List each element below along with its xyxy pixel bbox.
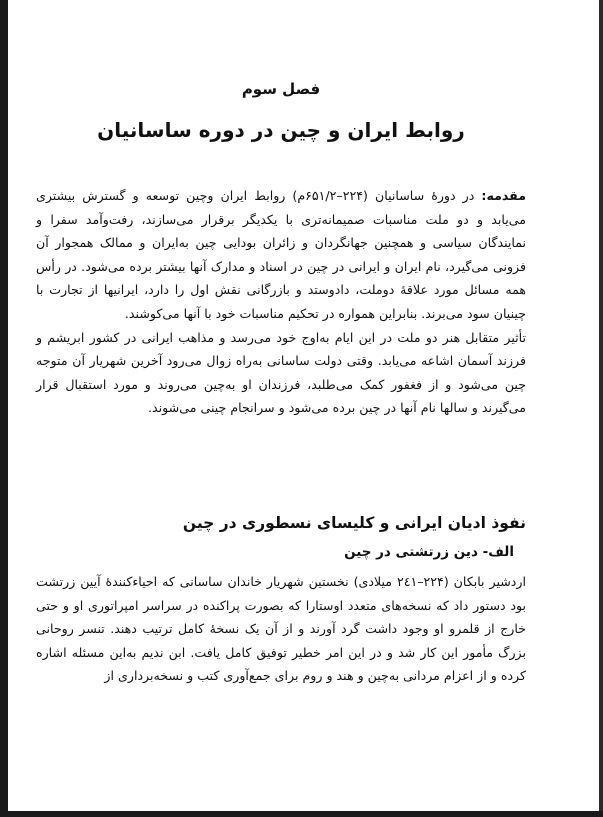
intro-paragraph: تأثیر متقابل هنر دو ملت در این ایام به‌اوج خود می‌رسد و مذاهب ایرانی در کشور ابریشم و فرزند آسمان اشاعه می‌یابد. وقتی دولت ساسانی به‌راه زوال می‌رود آخرین شهریار آن متوجه چین می‌شود و از فغفور کمک می‌طلبد، فرزندان او به‌چین می‌روند و مورد استقبال قرار می‌گیرند و سالها نام آنها در چین برده می‌شود و سرانجام چینی می‌شوند.	[36, 329, 526, 416]
chapter-label: فصل سوم	[241, 80, 321, 98]
scan-border-right	[599, 0, 603, 817]
intro-text	[36, 184, 526, 420]
section-text	[36, 570, 526, 688]
intro-paragraph	[36, 184, 526, 326]
section-paragraph: اردشیر بابکان (۲۲۴–۲٤۱ میلادی) نخستین شهریار خاندان ساسانی که احیاءکنندهٔ آیین زرتشت بود دستور داد که نسخه‌های متعدد اوستارا که بصورت پراکنده در سراسر امپراتوری او و حتی خارج از قلمرو او وجود داشت گرد آورند و از آن یک نسخهٔ کامل ترتیب دهند. تنسر روحانی بزرگ مأمور این کار شد و در این امر خطیر توفیق کامل یافت. ابن ندیم به‌این مسئله اشاره کرده و از اعزام مردانی به‌چین و هند و روم برای جمع‌آوری کتب و نسخه‌برداری از	[36, 574, 526, 683]
scan-border-left	[0, 0, 8, 817]
section-heading: نفوذ ادیان ایرانی و کلیسای نسطوری در چین	[182, 514, 526, 532]
intro-paragraph-text: در دورهٔ ساسانیان (۲۲۴–۶۵۱/۲م) روابط ایران وچین توسعه و گسترش بیشتری می‌یابد و دو ملت مناسبات صمیمانه‌تری با یکدیگر برقرار می‌سازند، رفت‌وآمد سفرا و نمایندگان سیاسی و همچنین جهانگردان و زائران بودایی چین به‌ایران و ممالک همجوار آن فزونی می‌گیرد، نام ایران و ایرانی در چین در اسناد و مدارک آنها بیشتر برده می‌شود. در رأس همه مسائل مورد علاقهٔ دوملت، دادوستد و بازرگانی نقش اول را دارد، ایرانیها از تجارت با چینیان سود می‌برند. بنابراین همواره در تحکیم مناسبات خود با آنها می‌کوشند.	[36, 188, 526, 321]
intro-lead: مقدمه:	[481, 188, 527, 203]
page-title: روابط ایران و چین در دوره ساسانیان	[97, 118, 465, 142]
subsection-heading: الف- دین زرتشتی در چین	[344, 544, 514, 560]
document-page	[36, 0, 526, 817]
